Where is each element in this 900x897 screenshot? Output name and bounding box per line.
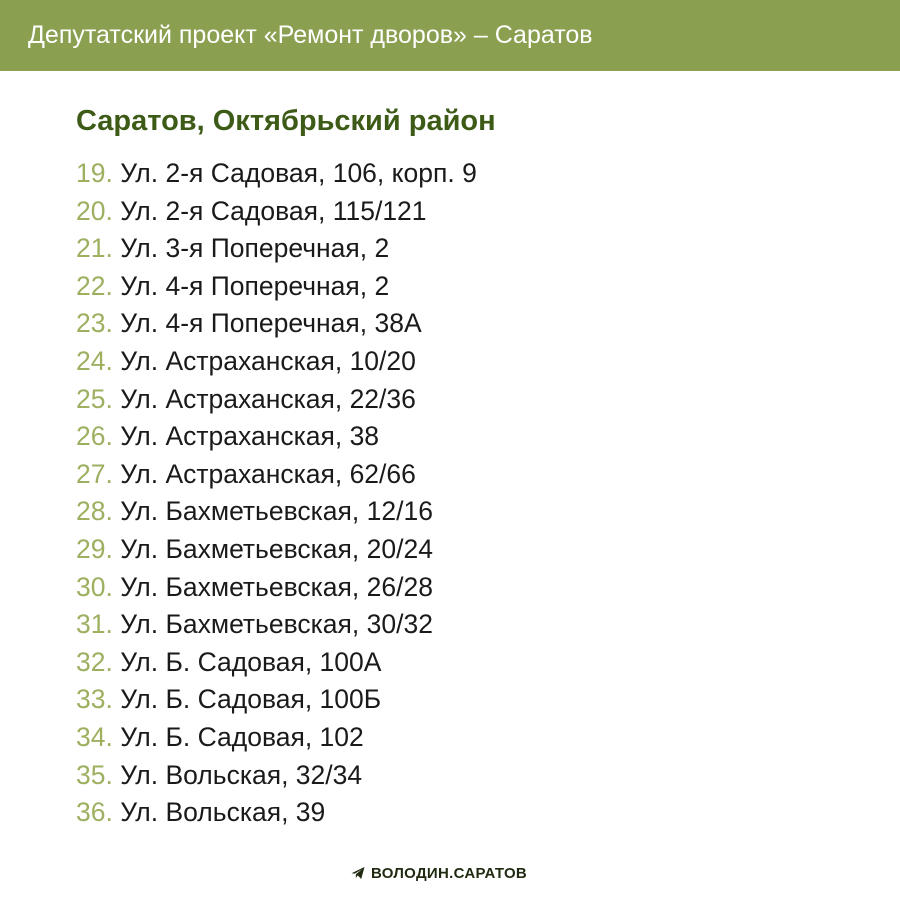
item-number: 27. — [76, 458, 113, 489]
address-list — [76, 155, 477, 832]
item-address: Ул. Астраханская, 10/20 — [120, 345, 416, 376]
item-number: 24. — [76, 345, 113, 376]
item-address: Ул. Вольская, 39 — [120, 797, 326, 828]
item-number: 23. — [76, 308, 113, 339]
item-address: Ул. 3-я Поперечная, 2 — [120, 233, 390, 264]
item-address: Ул. Вольская, 32/34 — [120, 759, 363, 790]
item-address: Ул. Бахметьевская, 30/32 — [120, 609, 433, 640]
list-item — [76, 456, 477, 494]
header-bar — [0, 0, 900, 71]
item-number: 34. — [76, 721, 113, 752]
section-title: Саратов, Октябрьский район — [76, 105, 496, 137]
list-item — [76, 381, 477, 419]
item-address: Ул. 2-я Садовая, 115/121 — [120, 195, 427, 226]
item-number: 25. — [76, 383, 113, 414]
list-item — [76, 305, 477, 343]
item-number: 35. — [76, 759, 113, 790]
item-number: 33. — [76, 684, 113, 715]
list-item — [76, 418, 477, 456]
item-address: Ул. Астраханская, 38 — [120, 421, 380, 452]
item-address: Ул. 4-я Поперечная, 38А — [120, 308, 422, 339]
list-item — [76, 230, 477, 268]
list-item — [76, 794, 477, 832]
item-address: Ул. Бахметьевская, 26/28 — [120, 571, 433, 602]
list-item — [76, 757, 477, 795]
item-address: Ул. Б. Садовая, 100А — [120, 646, 382, 677]
item-number: 28. — [76, 496, 113, 527]
list-item — [76, 719, 477, 757]
item-number: 29. — [76, 533, 113, 564]
item-number: 20. — [76, 195, 113, 226]
list-item — [76, 268, 477, 306]
item-number: 36. — [76, 797, 113, 828]
header-title: Депутатский проект «Ремонт дворов» – Саратов — [28, 21, 593, 49]
list-item — [76, 569, 477, 607]
list-item — [76, 644, 477, 682]
telegram-arrow-icon — [351, 866, 365, 880]
list-item — [76, 493, 477, 531]
item-address: Ул. Астраханская, 22/36 — [120, 383, 416, 414]
item-number: 22. — [76, 270, 113, 301]
footer-brand — [351, 862, 527, 884]
item-number: 21. — [76, 233, 113, 264]
item-address: Ул. 4-я Поперечная, 2 — [120, 270, 390, 301]
item-address: Ул. Бахметьевская, 20/24 — [120, 533, 433, 564]
item-number: 30. — [76, 571, 113, 602]
list-item — [76, 531, 477, 569]
list-item — [76, 606, 477, 644]
item-number: 32. — [76, 646, 113, 677]
item-address: Ул. Б. Садовая, 100Б — [120, 684, 382, 715]
list-item — [76, 193, 477, 231]
item-address: Ул. Астраханская, 62/66 — [120, 458, 416, 489]
item-number: 31. — [76, 609, 113, 640]
footer-label: ВОЛОДИН.САРАТОВ — [371, 864, 528, 882]
list-item — [76, 155, 477, 193]
item-address: Ул. Бахметьевская, 12/16 — [120, 496, 433, 527]
item-address: Ул. Б. Садовая, 102 — [120, 721, 364, 752]
item-address: Ул. 2-я Садовая, 106, корп. 9 — [120, 158, 477, 188]
list-item — [76, 681, 477, 719]
item-number: 26. — [76, 421, 113, 452]
list-item — [76, 343, 477, 381]
item-number: 19. — [76, 158, 113, 188]
